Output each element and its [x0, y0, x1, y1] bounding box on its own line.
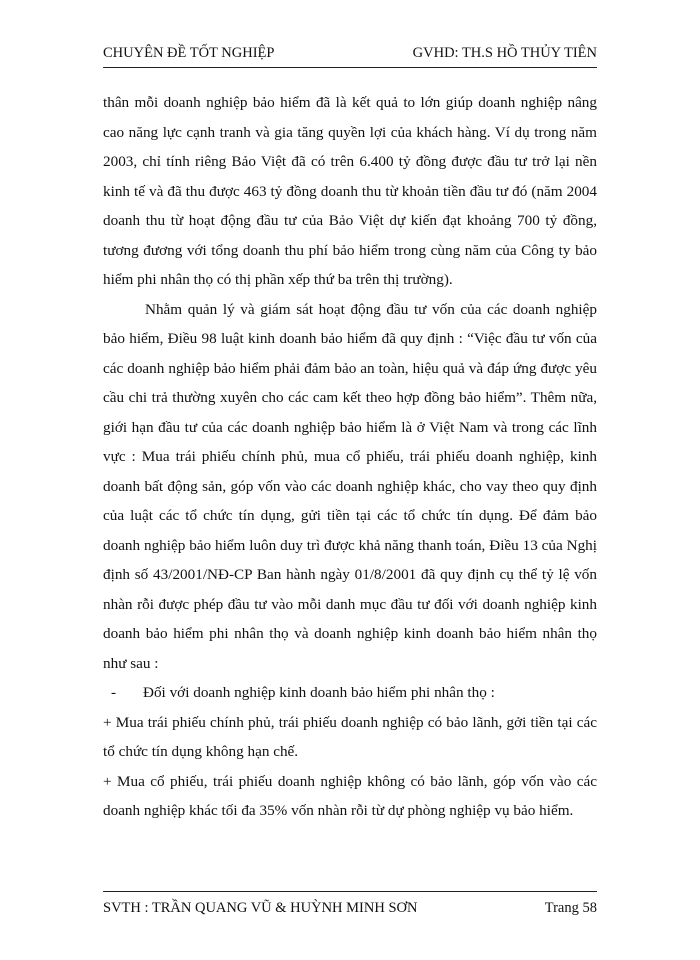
bullet-item [103, 678, 597, 708]
list-item-government-bonds: + Mua trái phiếu chính phủ, trái phiếu doanh nghiệp có bảo lãnh, gởi tiền tại các tổ chức tín dụng không hạn chế. [103, 713, 597, 760]
footer-authors: SVTH : TRẦN QUANG VŨ & HUỲNH MINH SƠN [103, 900, 418, 916]
page-number: Trang 58 [544, 900, 597, 916]
paragraph-regulation: Nhằm quản lý và giám sát hoạt động đầu tư vốn của các doanh nghiệp bảo hiểm, Điều 98 luật kinh doanh bảo hiểm đã quy định : “Việc đầu tư vốn của các doanh nghiệp bảo hiểm phải đảm bảo an toàn, hiệu quả và đáp ứng được yêu cầu chi trả thường xuyên cho các cam kết theo hợp đồng bảo hiểm”. Thêm nữa, giới hạn đầu tư của các doanh nghiệp bảo hiểm là ở Việt Nam và trong các lĩnh vực : Mua trái phiếu chính phủ, mua cổ phiếu, trái phiếu doanh nghiệp, kinh doanh bất động sản, góp vốn vào các doanh nghiệp khác, cho vay theo quy định của luật các tổ chức tín dụng, gửi tiền tại các tổ chức tín dụng. Để đảm bảo doanh nghiệp bảo hiểm luôn duy trì được khả năng thanh toán, Điều 13 của Nghị định số 43/2001/NĐ-CP Ban hành ngày 01/8/2001 đã quy định cụ thể tỷ lệ vốn nhàn rỗi được phép đầu tư vào mỗi danh mục đầu tư đối với doanh nghiệp kinh doanh bảo hiểm phi nhân thọ và doanh nghiệp kinh doanh bảo hiểm nhân thọ như sau : [103, 300, 597, 672]
page-footer [103, 891, 597, 918]
bullet-text: Đối với doanh nghiệp kinh doanh bảo hiểm phi nhân thọ : [143, 684, 495, 701]
paragraph-continuation: thân mỗi doanh nghiệp bảo hiểm đã là kết quả to lớn giúp doanh nghiệp nâng cao năng lực cạnh tranh và gia tăng quyền lợi của khách hàng. Ví dụ trong năm 2003, chỉ tính riêng Bảo Việt đã có trên 6.400 tỷ đồng được đầu tư trở lại nền kinh tế và đã thu được 463 tỷ đồng doanh thu từ khoản tiền đầu tư đó (năm 2004 doanh thu từ hoạt động đầu tư của Bảo Việt dự kiến đạt khoảng 700 tỷ đồng, tương đương với tổng doanh thu phí bảo hiểm trong cùng năm của Công ty bảo hiểm phi nhân thọ có thị phần xếp thứ ba trên thị trường). [103, 94, 597, 288]
header-course-title: CHUYÊN ĐỀ TỐT NGHIỆP [103, 45, 275, 61]
header-advisor: GVHD: TH.S HỒ THỦY TIÊN [412, 45, 597, 61]
bullet-marker: - [111, 684, 117, 701]
list-item-stocks: + Mua cổ phiếu, trái phiếu doanh nghiệp không có bảo lãnh, góp vốn vào các doanh nghiệp khác tối đa 35% vốn nhàn rỗi từ dự phòng nghiệp vụ bảo hiểm. [103, 772, 597, 819]
page-header [103, 41, 597, 68]
document-body [103, 88, 597, 826]
